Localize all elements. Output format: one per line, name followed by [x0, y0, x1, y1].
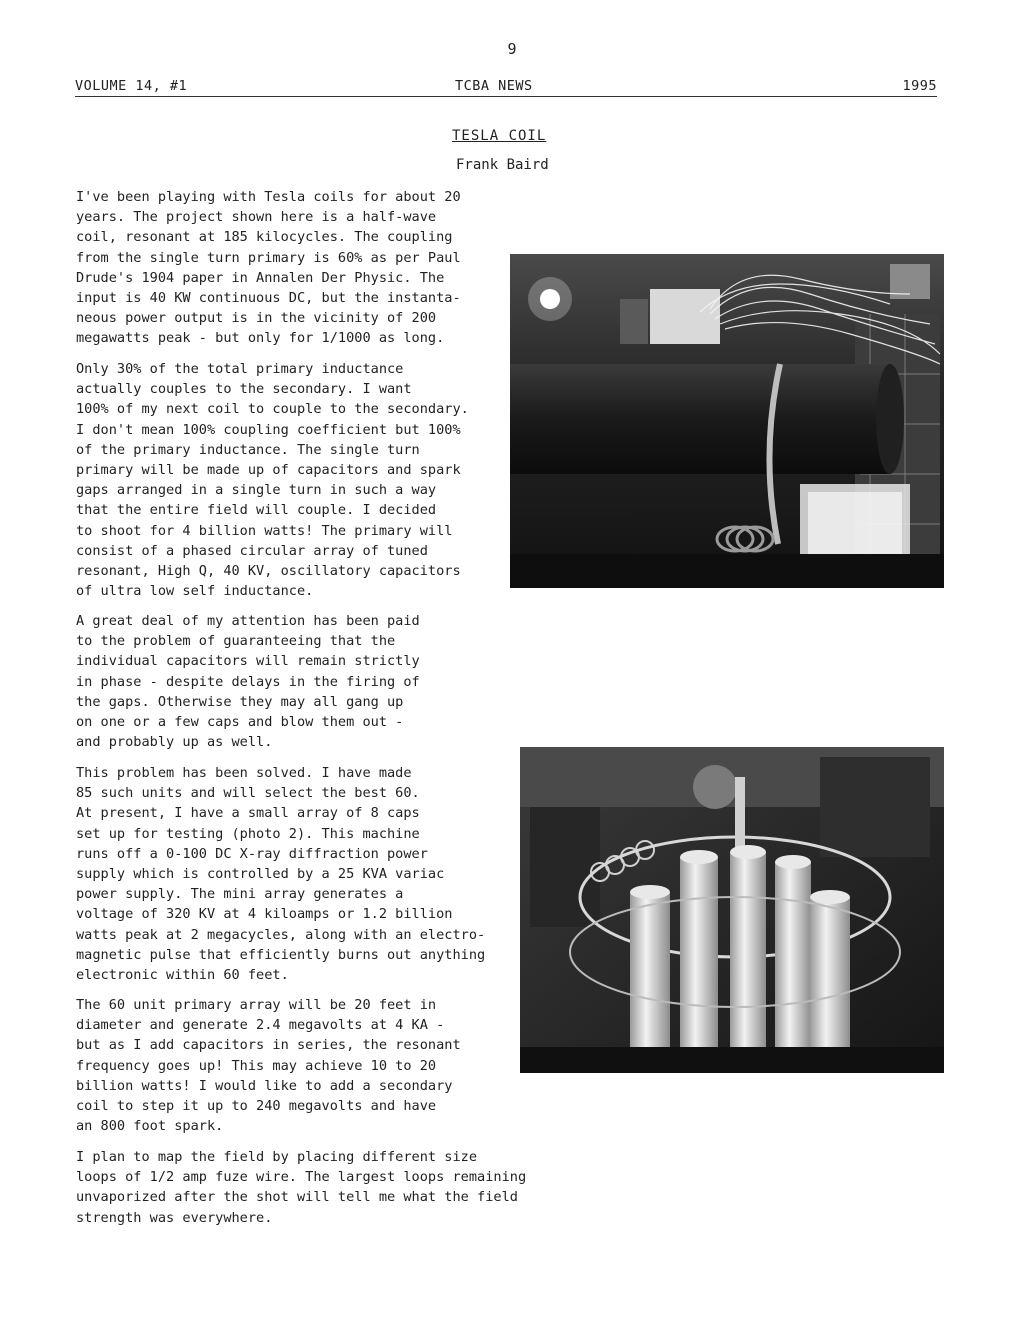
- volume-label: VOLUME 14, #1: [75, 78, 188, 94]
- year-label: 1995: [902, 78, 937, 94]
- article-title: TESLA COIL: [452, 128, 547, 144]
- running-header: [75, 78, 937, 97]
- paragraph-4: This problem has been solved. I have made 85 such units and will select the best 60. At present, I have a small array of 8 caps set up for testing (photo 2). This machine runs off a 0-100 DC X-ray diffraction power supply which is controlled by a 25 KVA variac power supply. The mini array generates a voltage of 320 KV at 4 kiloamps or 1.2 billion watts peak at 2 megacycles, along with an electro- magnetic pulse that efficiently burns out anything electronic within 60 feet.: [76, 765, 486, 984]
- tesla-coil-photo: [510, 254, 944, 588]
- capacitor-array-photo: [520, 747, 944, 1073]
- paragraph-1: I've been playing with Tesla coils for about 20 years. The project shown here is a half-wave coil, resonant at 185 kilocycles. The coupling from the single turn primary is 60% as per Paul Drude's 1904 paper in Annalen Der Physic. The input is 40 KW continuous DC, but the instanta- neous power output is in the vicinity of 200 megawatts peak - but only for 1/1000 as long.: [76, 189, 461, 347]
- paragraph-2: Only 30% of the total primary inductance actually couples to the secondary. I want 100% of my next coil to couple to the secondary. I don't mean 100% coupling coefficient but 100% of the primary inductance. The single turn primary will be made up of capacitors and spark gaps arranged in a single turn in such a way that the entire field will couple. I decided to shoot for 4 billion watts! The primary will consist of a phased circular array of tuned resonant, High Q, 40 KV, oscillatory capacitors of ultra low self inductance.: [76, 361, 469, 600]
- article-author: Frank Baird: [456, 157, 549, 173]
- page-number: 9: [507, 40, 517, 58]
- paragraph-5: The 60 unit primary array will be 20 feet in diameter and generate 2.4 megavolts at 4 KA - but as I add capacitors in series, the resonant frequency goes up! This may achieve 10 to 20 billion watts! I would like to add a secondary coil to step it up to 240 megavolts and have an 800 foot spark.: [76, 997, 461, 1135]
- paragraph-3: A great deal of my attention has been paid to the problem of guaranteeing that the individual capacitors will remain strictly in phase - despite delays in the firing of the gaps. Otherwise they may all gang up on one or a few caps and blow them out - and probably up as well.: [76, 613, 420, 751]
- paragraph-6: I plan to map the field by placing different size loops of 1/2 amp fuze wire. The largest loops remaining unvaporized after the shot will tell me what the field strength was everywhere.: [76, 1149, 527, 1226]
- publication-name: TCBA NEWS: [455, 78, 533, 94]
